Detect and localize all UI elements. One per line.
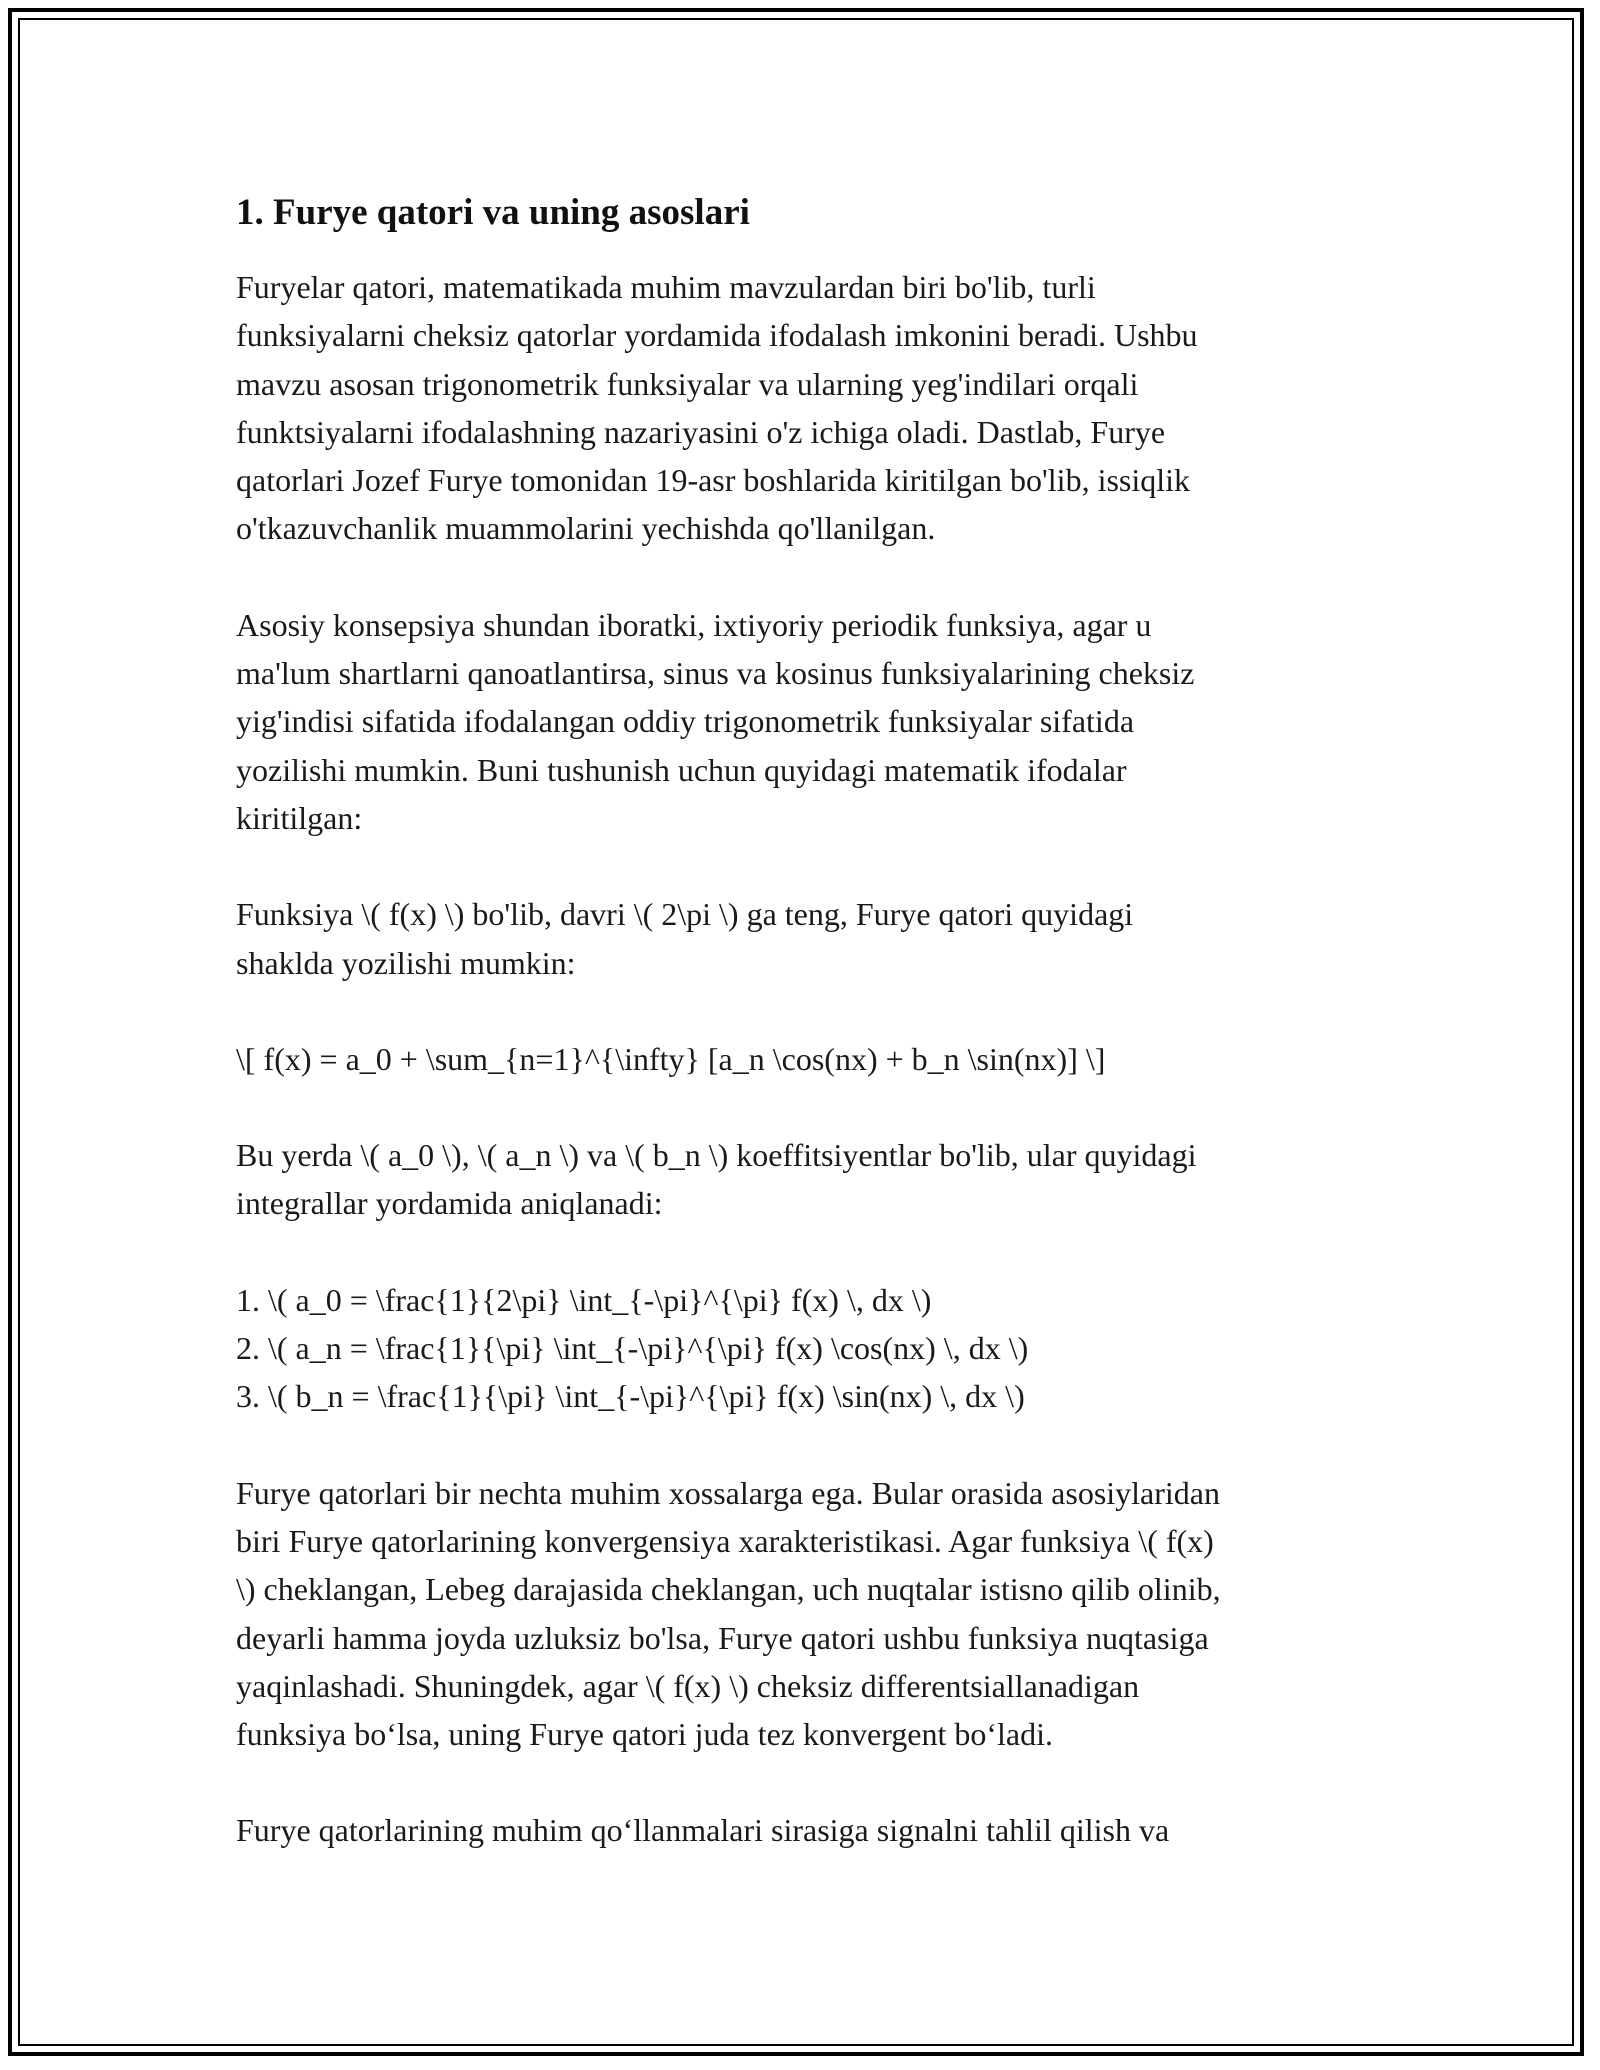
paragraph-properties: Furye qatorlari bir nechta muhim xossalarga ega. Bular orasida asosiylaridan biri Furye qatorlarining konvergensiya xarakteristikasi. Agar funksiya \( f(x) \) cheklangan, Lebeg darajasida cheklangan, uch nuqtalar istisno qilib olinib, deyarli hamma joyda uzluksiz bo'lsa, Furye qatori ushbu funksiya nuqtasiga yaqinlashadi. Shuningdek, agar \( f(x) \) cheksiz differentsiallanadigan funksiya bo‘lsa, uning Furye qatori juda tez konvergent bo‘ladi.: [236, 1474, 1221, 1753]
section-heading: 1. Furye qatori va uning asoslari: [236, 192, 750, 233]
paragraph-coefficients: Bu yerda \( a_0 \), \( a_n \) va \( b_n \) koeffitsiyentlar bo'lib, ular quyidagi integrallar yordamida aniqlanadi:: [236, 1137, 1197, 1222]
paragraph-intro: Furyelar qatori, matematikada muhim mavzulardan biri bo'lib, turli funksiyalarni cheksiz qatorlar yordamida ifodalash imkonini beradi. Ushbu mavzu asosan trigonometrik funksiyalar va ularning yeg'indilari orqali funktsiyalarni ifodalashning nazariyasini o'z ichiga oladi. Dastlab, Furye qatorlari Jozef Furye tomonidan 19-asr boshlarida kiritilgan bo'lib, issiqlik o'tkazuvchanlik muammolarini yechishda qo'llanilgan.: [236, 269, 1198, 547]
formula-fourier-series: \[ f(x) = a_0 + \sum_{n=1}^{\infty} [a_n \cos(nx) + b_n \sin(nx)] \]: [236, 1040, 1106, 1077]
coefficient-formulas-list: 1. \( a_0 = \frac{1}{2\pi} \int_{-\pi}^{\pi} f(x) \, dx \) 2. \( a_n = \frac{1}{\pi} \int_{-\pi}^{\pi} f(x) \cos(nx) \, dx \) 3. \( b_n = \frac{1}{\pi} \int_{-\pi}^{\pi} f(x) \sin(nx) \, dx \): [236, 1281, 1029, 1415]
paragraph-applications: Furye qatorlarining muhim qo‘llanmalari sirasiga signalni tahlil qilish va: [236, 1812, 1170, 1849]
document-body: [236, 185, 1386, 1903]
paragraph-concept: Asosiy konsepsiya shundan iboratki, ixtiyoriy periodik funksiya, agar u ma'lum shartlarni qanoatlantirsa, sinus va kosinus funksiyalarining cheksiz yig'indisi sifatida ifodalangan oddiy trigonometrik funksiyalar sifatida yozilishi mumkin. Buni tushunish uchun quyidagi matematik ifodalar kiritilgan:: [236, 606, 1195, 836]
paragraph-function-definition: Funksiya \( f(x) \) bo'lib, davri \( 2\pi \) ga teng, Furye qatori quyidagi shakldа yozilishi mumkin:: [236, 896, 1134, 981]
